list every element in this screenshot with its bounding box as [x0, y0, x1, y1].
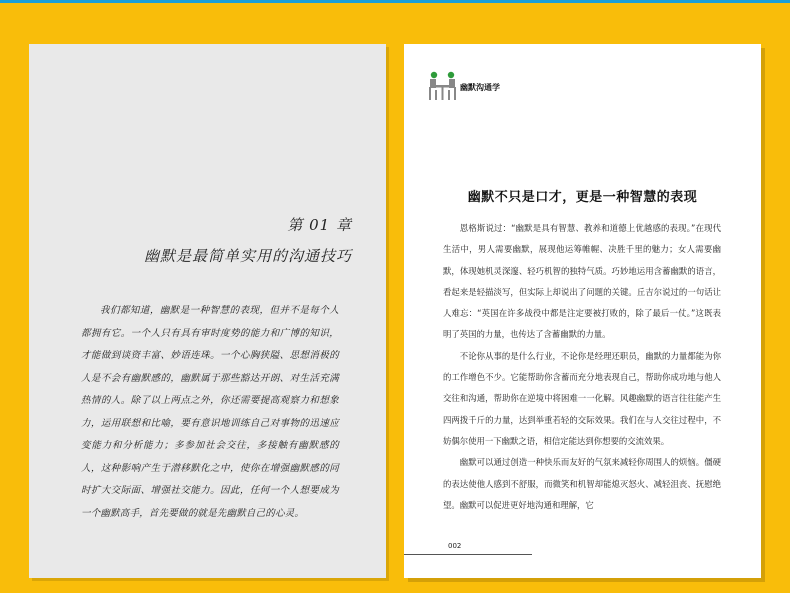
top-accent-bar: [0, 0, 790, 3]
page-number: 002: [448, 542, 462, 550]
body-paragraph: 恩格斯说过：“幽默是具有智慧、教养和道德上优越感的表现。”在现代生活中，男人需要幽默，展现他运筹帷幄、决胜千里的魅力；女人需要幽默，体现她机灵深邃、轻巧机智的独特气质。巧妙地运用含蓄幽默的语言，看起来是轻描淡写，但实际上却说出了问题的关键。丘吉尔说过的一句话让人难忘：“英国在许多战役中都是注定要被打败的，除了最后一仗。”这既表明了英国的力量，也传达了含蓄幽默的力量。: [443, 223, 721, 340]
intro-paragraph: 我们都知道，幽默是一种智慧的表现，但并不是每个人都拥有它。一个人只有具有审时度势的能力和广博的知识，才能做到谈资丰富、妙语连珠。一个心胸狭隘、思想消极的人是不会有幽默感的，幽默属于那些豁达开朗、对生活充满热情的人。除了以上两点之外，你还需要提高观察力和想象力，运用联想和比喻，要有意识地训练自己对事物的迅速应变能力和分析能力；多参加社会交往，多接触有幽默感的人，这种影响产生于潜移默化之中，使你在增强幽默感的同时扩大交际面、增强社交能力。因此，任何一个人想要成为一个幽默高手，首先要做的就是先幽默自己的心灵。: [81, 305, 339, 519]
chapter-intro-text: [81, 300, 339, 525]
body-paragraph: 不论你从事的是什么行业，不论你是经理还职员，幽默的力量都能为你的工作增色不少。它能帮助你含蓄而充分地表现自己，帮助你成功地与他人交往和沟通，帮助你在逆境中将困难一一化解。风趣幽默的语言往往能产生四两拨千斤的力量，达到举重若轻的交际效果。我们在与人交往过程中，不妨偶尔使用一下幽默之语，相信定能达到你想要的交流效果。: [443, 350, 721, 446]
left-page: [29, 44, 386, 578]
people-at-table-icon: [426, 70, 460, 102]
footer-rule: [404, 554, 532, 555]
section-title: 幽默不只是口才，更是一种智慧的表现: [467, 190, 698, 205]
right-page: [404, 44, 761, 578]
running-header-title: 幽默沟通学: [460, 83, 500, 92]
chapter-title: 幽默是最简单实用的沟通技巧: [143, 247, 352, 265]
body-text: [443, 218, 721, 516]
chapter-number: 第 01 章: [287, 216, 352, 234]
body-paragraph: 幽默可以通过创造一种快乐而友好的气氛来减轻你周围人的烦恼。僵硬的表达使他人感到不舒服，而微笑和机智却能熄灭怒火、减轻沮丧、抚慰绝望。幽默可以促进更好地沟通和理解，它: [443, 457, 721, 510]
